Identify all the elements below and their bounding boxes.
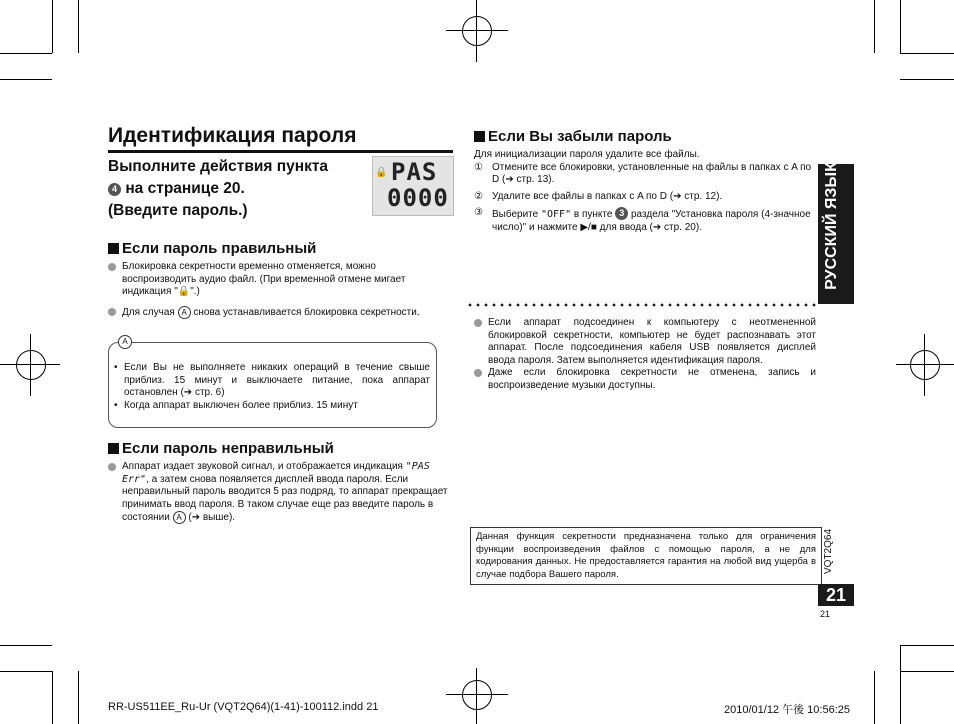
disclaimer-box: Данная функция секретности предназначена только для ограничения функции воспроизведения файлов с помощью пароля, а не для кодирования данных. Не предоставляется гарантия на любой вид ущерба в случае подбора Вашего пароля. xyxy=(470,527,822,585)
section-wrong-body xyxy=(108,461,450,525)
note-content xyxy=(112,362,430,412)
crop-mark xyxy=(0,53,52,54)
list-item xyxy=(108,461,450,525)
note-text: Когда аппарат выключен более приблиз. 15 минут xyxy=(124,399,358,411)
crop-mark xyxy=(874,671,875,724)
crop-mark xyxy=(78,0,79,53)
crop-mark xyxy=(0,671,52,672)
crop-mark xyxy=(900,79,954,80)
note-text: Если Вы не выполняете никаких операций в течение свыше приблиз. 15 минут и выключаете питание, пока аппарат остановлен (➔ стр. 6) xyxy=(124,362,430,398)
bullet-text: снова устанавливается блокировка секретности. xyxy=(193,306,420,318)
step-text: в пункте xyxy=(573,209,613,220)
list-item xyxy=(474,191,816,204)
bullet-icon xyxy=(474,319,482,327)
crop-mark xyxy=(900,0,901,53)
list-item xyxy=(474,207,816,234)
step-number: ② xyxy=(474,190,483,202)
step-number-badge: 3 xyxy=(615,207,628,220)
section-forgot-heading-text: Если Вы забыли пароль xyxy=(488,128,672,145)
section-forgot-body xyxy=(474,149,816,234)
registration-mark xyxy=(910,350,940,380)
bullet-icon xyxy=(108,308,116,316)
lcd-text: "OFF" xyxy=(541,209,572,220)
language-tab-label: РУССКИЙ ЯЗЫК xyxy=(823,162,840,290)
lcd-row1: PAS xyxy=(391,158,438,186)
bullet-icon xyxy=(108,463,116,471)
crop-mark xyxy=(900,671,954,672)
footer-timestamp: 2010/01/12 午後 10:56:25 xyxy=(724,704,850,716)
lcd-row2: 0000 xyxy=(387,184,449,212)
crop-mark xyxy=(874,0,875,53)
section-correct-body xyxy=(108,261,438,319)
bullet-text: Для случая xyxy=(122,306,175,318)
bullet-text: (➔ выше). xyxy=(188,512,236,523)
page-title: Идентификация пароля xyxy=(108,124,357,147)
state-a-icon: A xyxy=(173,511,186,524)
list-item xyxy=(112,362,430,400)
crop-mark xyxy=(0,645,52,646)
crop-mark xyxy=(900,53,954,54)
note-text: Даже если блокировка секретности не отменена, запись и воспроизведение музыки доступны. xyxy=(488,367,816,391)
step-text: Отмените все блокировки, установленные на файлы в папках с A по D (➔ стр. 13). xyxy=(492,161,812,185)
section-wrong-heading xyxy=(108,440,334,457)
crop-mark xyxy=(0,79,52,80)
lock-icon: 🔒 xyxy=(375,167,388,178)
crop-mark xyxy=(900,645,954,646)
registration-line xyxy=(446,694,508,695)
crop-mark xyxy=(52,671,53,724)
crop-mark xyxy=(52,0,53,53)
registration-line xyxy=(924,334,925,396)
list-item xyxy=(112,400,430,413)
note-text: Если аппарат подсоединен к компьютеру с неотмененной блокировкой секретности, компьютер не будет распознавать этот аппарат. После подсоединения кабеля USB появляется дисплей ввода пароля. Затем выполняется идентификация пароля. xyxy=(488,317,816,366)
step-instruction xyxy=(108,156,370,222)
bullet-text: Аппарат издает звуковой сигнал, и отображается индикация xyxy=(122,461,403,472)
bullet-text: , а затем снова появляется дисплей ввода пароля. Если неправильный пароль вводится 5 раз подряд, то аппарат прекращает принимать ввод пароля. В таком случае еще раз введите пароль в состоянии xyxy=(122,473,448,523)
bullet-text: Блокировка секретности временно отменяется, можно воспроизводить аудио файл. (При временной отмене мигает индикация "🔒".) xyxy=(122,261,406,297)
section-correct-heading-text: Если пароль правильный xyxy=(122,240,317,257)
section-correct-heading xyxy=(108,240,316,257)
registration-line xyxy=(446,30,508,31)
footer-file: RR-US511EE_Ru-Ur (VQT2Q64)(1-41)-100112.indd 21 xyxy=(108,701,379,713)
crop-mark xyxy=(78,671,79,724)
notes-right xyxy=(474,317,816,392)
step-text: раздела "Установка пароля (4-значное число)" и нажмите ▶/■ для ввода (➔ стр. 20). xyxy=(492,209,811,233)
step-line3: (Введите пароль.) xyxy=(108,202,248,219)
lcd-display xyxy=(372,156,454,216)
step-number: ① xyxy=(474,161,483,173)
page-number: 21 xyxy=(818,584,854,606)
step-line1: Выполните действия пункта xyxy=(108,158,329,175)
list-item xyxy=(474,317,816,367)
registration-line xyxy=(476,668,477,724)
bullet-icon xyxy=(474,369,482,377)
list-item xyxy=(108,261,438,299)
dotted-divider xyxy=(466,303,818,307)
crop-mark xyxy=(900,645,901,724)
registration-mark xyxy=(16,350,46,380)
square-icon xyxy=(474,131,485,142)
list-item xyxy=(108,306,438,320)
step-number-badge: 4 xyxy=(108,183,121,196)
list-item xyxy=(474,162,816,187)
step-line2: на странице 20. xyxy=(125,180,245,197)
intro-text: Для инициализации пароля удалите все файлы. xyxy=(474,149,700,160)
page-number-small: 21 xyxy=(820,609,831,619)
registration-line xyxy=(30,334,31,396)
section-wrong-heading-text: Если пароль неправильный xyxy=(122,440,334,457)
state-a-icon: A xyxy=(178,306,191,319)
doc-code: VQT2Q64 xyxy=(823,528,834,574)
step-number: ③ xyxy=(474,207,483,218)
step-text: Выберите xyxy=(492,209,539,220)
square-icon xyxy=(108,243,119,254)
step-line2-wrap xyxy=(108,178,370,200)
bullet-icon: • xyxy=(114,362,118,373)
registration-line xyxy=(896,364,954,365)
square-icon xyxy=(108,443,119,454)
section-forgot-heading xyxy=(474,128,672,145)
title-rule xyxy=(108,150,453,153)
registration-mark xyxy=(462,680,492,710)
state-a-icon: A xyxy=(118,335,132,349)
bullet-icon xyxy=(108,263,116,271)
list-item xyxy=(474,367,816,392)
registration-line xyxy=(476,0,477,62)
step-text: Удалите все файлы в папках с A по D (➔ стр. 12). xyxy=(492,190,723,202)
lcd-text: "PAS Err" xyxy=(122,461,430,485)
bullet-icon: • xyxy=(114,399,118,411)
registration-mark xyxy=(462,16,492,46)
